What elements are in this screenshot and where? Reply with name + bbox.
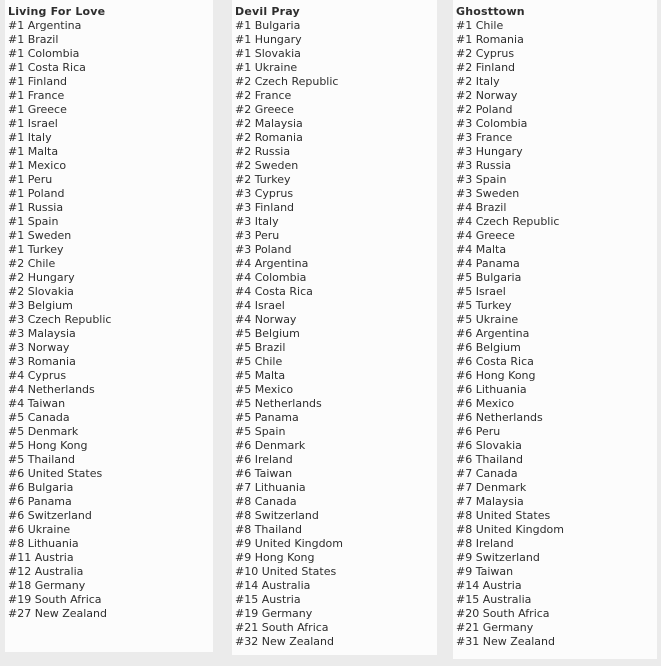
chart-position-entry: #7 Malaysia bbox=[456, 495, 524, 508]
chart-position-entry: #2 Cyprus bbox=[456, 47, 515, 60]
chart-position-entry: #2 Norway bbox=[456, 89, 518, 102]
chart-position-entry: #2 Russia bbox=[235, 145, 291, 158]
chart-position-entry: #6 United States bbox=[8, 467, 103, 480]
chart-position-entry: #2 Hungary bbox=[8, 271, 75, 284]
chart-position-entry: #6 Argentina bbox=[456, 327, 530, 340]
chart-position-entry: #6 Panama bbox=[8, 495, 72, 508]
chart-position-entry: #6 Taiwan bbox=[235, 467, 293, 480]
chart-position-entry: #1 Spain bbox=[8, 215, 59, 228]
chart-position-entry: #21 Germany bbox=[456, 621, 534, 634]
chart-position-entry: #1 Russia bbox=[8, 201, 64, 214]
chart-position-entry: #2 Malaysia bbox=[235, 117, 303, 130]
chart-position-entry: #7 Denmark bbox=[456, 481, 527, 494]
chart-position-entry: #3 Norway bbox=[8, 341, 70, 354]
chart-position-entry: #5 Panama bbox=[235, 411, 299, 424]
chart-position-entry: #3 Poland bbox=[235, 243, 292, 256]
chart-position-entry: #14 Austria bbox=[456, 579, 522, 592]
chart-position-entry: #1 Greece bbox=[8, 103, 67, 116]
chart-position-entry: #21 South Africa bbox=[235, 621, 329, 634]
chart-position-entry: #5 Netherlands bbox=[235, 397, 322, 410]
chart-position-entry: #4 Costa Rica bbox=[235, 285, 313, 298]
chart-position-entry: #5 Turkey bbox=[456, 299, 512, 312]
column-title-ghosttown: Ghosttown bbox=[456, 5, 525, 18]
chart-position-entry: #2 Czech Republic bbox=[235, 75, 339, 88]
chart-position-entry: #1 Turkey bbox=[8, 243, 64, 256]
chart-position-entry: #12 Australia bbox=[8, 565, 84, 578]
chart-position-entry: #6 Switzerland bbox=[8, 509, 92, 522]
chart-position-entry: #32 New Zealand bbox=[235, 635, 334, 648]
chart-position-entry: #1 Peru bbox=[8, 173, 53, 186]
chart-position-entry: #6 Ireland bbox=[235, 453, 293, 466]
column-title-devil-pray: Devil Pray bbox=[235, 5, 300, 18]
chart-position-entry: #1 Poland bbox=[8, 187, 65, 200]
chart-position-entry: #9 United Kingdom bbox=[235, 537, 344, 550]
chart-position-entry: #4 Netherlands bbox=[8, 383, 95, 396]
chart-position-entry: #1 Romania bbox=[456, 33, 524, 46]
chart-position-entry: #2 Greece bbox=[235, 103, 294, 116]
column-devil-pray bbox=[232, 0, 437, 655]
chart-position-entry: #4 Malta bbox=[456, 243, 507, 256]
chart-position-entry: #6 Mexico bbox=[456, 397, 515, 410]
chart-position-entry: #5 Canada bbox=[8, 411, 70, 424]
chart-position-entry: #9 Hong Kong bbox=[235, 551, 315, 564]
chart-position-entry: #3 Sweden bbox=[456, 187, 520, 200]
chart-position-entry: #6 Denmark bbox=[235, 439, 306, 452]
chart-position-entry: #5 Malta bbox=[235, 369, 286, 382]
chart-position-entry: #1 Argentina bbox=[8, 19, 82, 32]
chart-position-entry: #5 Ukraine bbox=[456, 313, 519, 326]
chart-position-entry: #1 Chile bbox=[456, 19, 504, 32]
chart-position-entry: #4 Greece bbox=[456, 229, 515, 242]
chart-position-entry: #5 Denmark bbox=[8, 425, 79, 438]
chart-position-entry: #2 Turkey bbox=[235, 173, 291, 186]
chart-position-entry: #5 Brazil bbox=[235, 341, 286, 354]
chart-position-entry: #3 Russia bbox=[456, 159, 512, 172]
chart-position-entry: #4 Cyprus bbox=[8, 369, 67, 382]
chart-position-entry: #6 Slovakia bbox=[456, 439, 522, 452]
chart-position-entry: #1 France bbox=[8, 89, 65, 102]
chart-position-entry: #1 Sweden bbox=[8, 229, 72, 242]
chart-position-entry: #8 Canada bbox=[235, 495, 297, 508]
chart-position-entry: #2 Poland bbox=[456, 103, 513, 116]
chart-position-entry: #4 Norway bbox=[235, 313, 297, 326]
chart-position-entry: #9 Taiwan bbox=[456, 565, 514, 578]
chart-position-entry: #4 Colombia bbox=[235, 271, 307, 284]
chart-position-entry: #4 Brazil bbox=[456, 201, 507, 214]
chart-position-entry: #3 Malaysia bbox=[8, 327, 76, 340]
chart-position-entry: #3 Romania bbox=[8, 355, 76, 368]
chart-position-entry: #2 Sweden bbox=[235, 159, 299, 172]
chart-position-entry: #2 Italy bbox=[456, 75, 500, 88]
chart-position-entry: #10 United States bbox=[235, 565, 337, 578]
chart-position-entry: #8 Ireland bbox=[456, 537, 514, 550]
chart-position-entry: #1 Brazil bbox=[8, 33, 59, 46]
chart-position-entry: #6 Peru bbox=[456, 425, 501, 438]
chart-position-entry: #6 Ukraine bbox=[8, 523, 71, 536]
chart-position-entry: #1 Italy bbox=[8, 131, 52, 144]
chart-position-entry: #15 Australia bbox=[456, 593, 532, 606]
chart-position-entry: #6 Costa Rica bbox=[456, 355, 534, 368]
chart-position-entry: #8 Switzerland bbox=[235, 509, 319, 522]
chart-position-entry: #6 Bulgaria bbox=[8, 481, 74, 494]
chart-position-entry: #1 Finland bbox=[8, 75, 68, 88]
chart-position-entry: #1 Malta bbox=[8, 145, 59, 158]
chart-position-entry: #31 New Zealand bbox=[456, 635, 555, 648]
chart-position-entry: #3 Peru bbox=[235, 229, 280, 242]
chart-position-entry: #6 Lithuania bbox=[456, 383, 527, 396]
chart-position-entry: #27 New Zealand bbox=[8, 607, 107, 620]
chart-position-entry: #11 Austria bbox=[8, 551, 74, 564]
chart-position-entry: #3 Spain bbox=[456, 173, 507, 186]
chart-position-entry: #4 Taiwan bbox=[8, 397, 66, 410]
chart-position-entry: #2 Romania bbox=[235, 131, 303, 144]
chart-position-entry: #3 Cyprus bbox=[235, 187, 294, 200]
chart-position-entry: #5 Hong Kong bbox=[8, 439, 88, 452]
chart-position-entry: #1 Israel bbox=[8, 117, 58, 130]
chart-position-entry: #1 Slovakia bbox=[235, 47, 301, 60]
chart-position-entry: #3 Colombia bbox=[456, 117, 528, 130]
chart-position-entry: #5 Spain bbox=[235, 425, 286, 438]
chart-position-entry: #1 Ukraine bbox=[235, 61, 298, 74]
chart-position-entry: #4 Panama bbox=[456, 257, 520, 270]
chart-position-entry: #5 Israel bbox=[456, 285, 506, 298]
chart-position-entry: #4 Czech Republic bbox=[456, 215, 560, 228]
chart-position-entry: #5 Mexico bbox=[235, 383, 294, 396]
chart-position-entry: #7 Lithuania bbox=[235, 481, 306, 494]
chart-position-entry: #6 Netherlands bbox=[456, 411, 543, 424]
chart-position-entry: #2 Chile bbox=[8, 257, 56, 270]
chart-position-entry: #4 Argentina bbox=[235, 257, 309, 270]
chart-position-entry: #2 Slovakia bbox=[8, 285, 74, 298]
chart-position-entry: #8 Lithuania bbox=[8, 537, 79, 550]
chart-position-entry: #19 South Africa bbox=[8, 593, 102, 606]
chart-position-entry: #1 Mexico bbox=[8, 159, 67, 172]
chart-position-entry: #5 Belgium bbox=[235, 327, 300, 340]
chart-position-entry: #15 Austria bbox=[235, 593, 301, 606]
column-entries-living-for-love bbox=[8, 19, 213, 621]
column-living-for-love bbox=[5, 0, 213, 652]
chart-position-entry: #4 Israel bbox=[235, 299, 285, 312]
column-entries-ghosttown bbox=[456, 19, 657, 649]
chart-position-entry: #8 Thailand bbox=[235, 523, 302, 536]
chart-position-entry: #3 Hungary bbox=[456, 145, 523, 158]
chart-position-entry: #2 France bbox=[235, 89, 292, 102]
column-ghosttown bbox=[453, 0, 657, 659]
chart-position-entry: #5 Chile bbox=[235, 355, 283, 368]
chart-position-entry: #1 Colombia bbox=[8, 47, 80, 60]
chart-position-entry: #18 Germany bbox=[8, 579, 86, 592]
chart-position-entry: #3 Italy bbox=[235, 215, 279, 228]
chart-position-entry: #1 Costa Rica bbox=[8, 61, 86, 74]
chart-position-entry: #6 Thailand bbox=[456, 453, 523, 466]
chart-position-entry: #19 Germany bbox=[235, 607, 313, 620]
chart-position-entry: #5 Bulgaria bbox=[456, 271, 522, 284]
chart-position-entry: #2 Finland bbox=[456, 61, 516, 74]
chart-position-entry: #9 Switzerland bbox=[456, 551, 540, 564]
chart-position-entry: #7 Canada bbox=[456, 467, 518, 480]
chart-position-entry: #3 Czech Republic bbox=[8, 313, 112, 326]
chart-position-entry: #3 Finland bbox=[235, 201, 295, 214]
chart-position-entry: #8 United Kingdom bbox=[456, 523, 565, 536]
chart-position-entry: #6 Belgium bbox=[456, 341, 521, 354]
chart-position-entry: #3 France bbox=[456, 131, 513, 144]
chart-position-entry: #1 Bulgaria bbox=[235, 19, 301, 32]
column-title-living-for-love: Living For Love bbox=[8, 5, 106, 18]
chart-position-entry: #8 United States bbox=[456, 509, 551, 522]
chart-position-entry: #6 Hong Kong bbox=[456, 369, 536, 382]
chart-position-entry: #5 Thailand bbox=[8, 453, 75, 466]
chart-position-entry: #14 Australia bbox=[235, 579, 311, 592]
chart-position-entry: #1 Hungary bbox=[235, 33, 302, 46]
chart-position-entry: #20 South Africa bbox=[456, 607, 550, 620]
column-entries-devil-pray bbox=[235, 19, 437, 649]
chart-position-entry: #3 Belgium bbox=[8, 299, 73, 312]
